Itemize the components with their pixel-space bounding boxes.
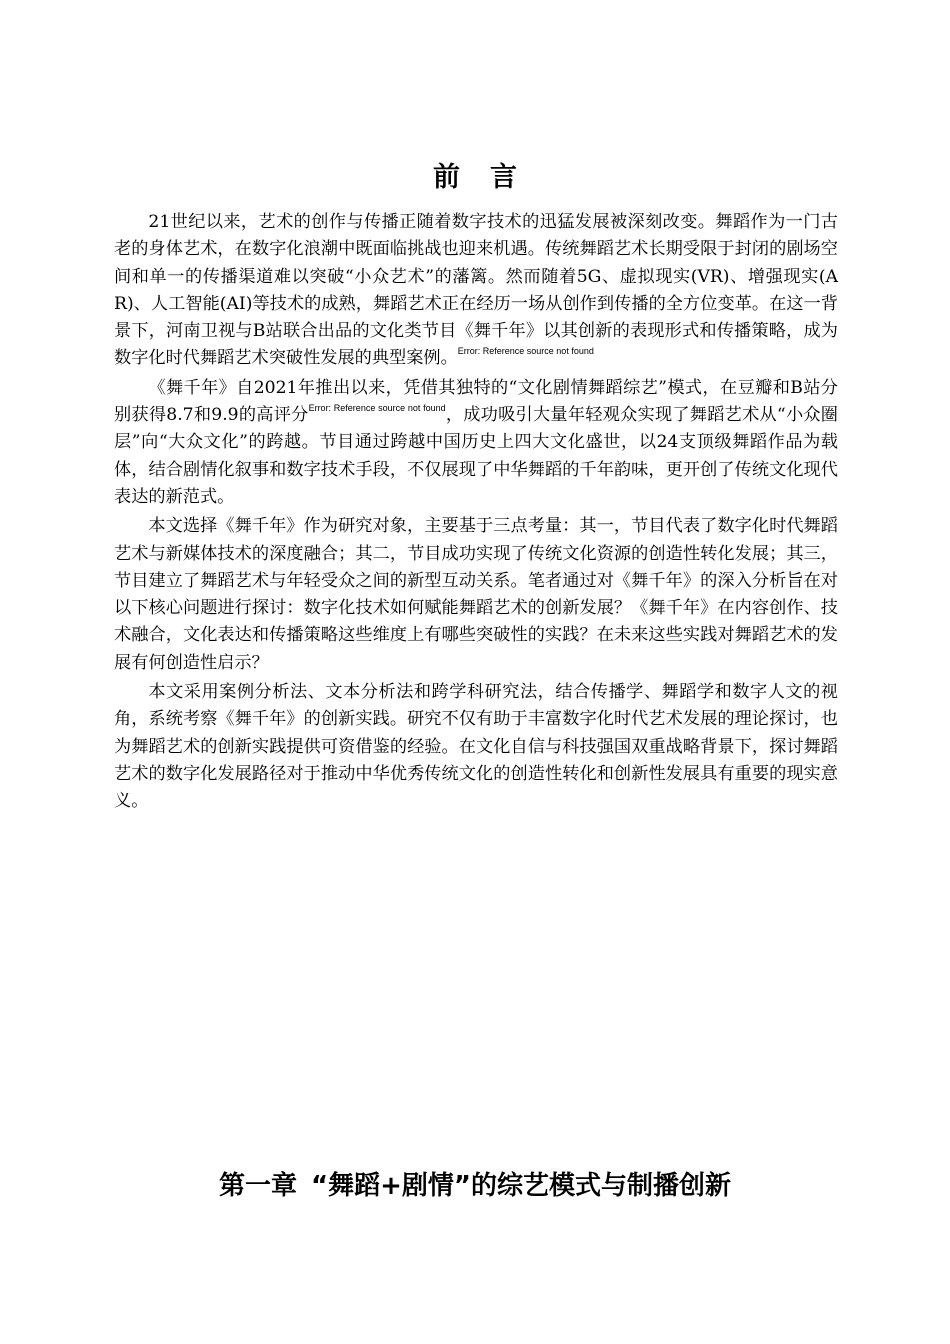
chapter-number: 第一章 xyxy=(219,1171,298,1201)
preface-title-part2: 言 xyxy=(490,162,517,193)
paragraph-text: 《舞千年》自2021年推出以来，凭借其独特的“文化剧情舞蹈综艺”模式，在豆瓣和B站分别获得8.7和9.9的高评分 xyxy=(114,377,838,426)
preface-paragraph-1 xyxy=(114,209,838,373)
reference-error-note: Error: Reference source not found xyxy=(457,346,594,357)
preface-title xyxy=(0,158,950,198)
paragraph-text: 本文采用案例分析法、文本分析法和跨学科研究法，结合传播学、舞蹈学和数字人文的视角，系统考察《舞千年》的创新实践。研究不仅有助于丰富数字化时代艺术发展的理论探讨，也为舞蹈艺术的创新实践提供可资借鉴的经验。在文化自信与科技强国双重战略背景下，探讨舞蹈艺术的数字化发展路径对于推动中华优秀传统文化的创造性转化和创新性发展具有重要的现实意义。 xyxy=(114,682,838,812)
chapter-title xyxy=(0,1166,950,1206)
paragraph-text: 本文选择《舞千年》作为研究对象，主要基于三点考量：其一，节目代表了数字化时代舞蹈艺术与新媒体技术的深度融合；其二，节目成功实现了传统文化资源的创造性转化发展；其三，节目建立了舞蹈艺术与年轻受众之间的新型互动关系。笔者通过对《舞千年》的深入分析旨在对以下核心问题进行探讨：数字化技术如何赋能舞蹈艺术的创新发展？《舞千年》在内容创作、技术融合，文化表达和传播策略这些维度上有哪些突破性的实践？在未来这些实践对舞蹈艺术的发展有何创造性启示？ xyxy=(114,516,838,673)
preface-paragraph-4 xyxy=(114,679,838,815)
preface-title-part1: 前 xyxy=(433,162,460,193)
paragraph-text: 21世纪以来，艺术的创作与传播正随着数字技术的迅猛发展被深刻改变。舞蹈作为一门古老的身体艺术，在数字化浪潮中既面临挑战也迎来机遇。传统舞蹈艺术长期受限于封闭的剧场空间和单一的传播渠道难以突破“小众艺术”的藩篱。然而随着5G、虚拟现实(VR)、增强现实(AR)、人工智能(AI)等技术的成熟，舞蹈艺术正在经历一场从创作到传播的全方位变革。在这一背景下，河南卫视与B站联合出品的文化类节目《舞千年》以其创新的表现形式和传播策略，成为数字化时代舞蹈艺术突破性发展的典型案例。 xyxy=(114,212,838,369)
chapter-heading: “舞蹈+剧情”的综艺模式与制播创新 xyxy=(311,1171,731,1201)
reference-error-note: Error: Reference source not found xyxy=(308,403,446,414)
preface-paragraph-2 xyxy=(114,375,838,511)
preface-body xyxy=(114,209,838,816)
preface-paragraph-3 xyxy=(114,513,838,677)
paragraph-text: ，成功吸引大量年轻观众实现了舞蹈艺术从“小众圈层”向“大众文化”的跨越。节目通过跨越中国历史上四大文化盛世，以24支顶级舞蹈作品为载体，结合剧情化叙事和数字技术手段，不仅展现了中华舞蹈的千年韵味，更开创了传统文化现代表达的新范式。 xyxy=(114,405,838,507)
